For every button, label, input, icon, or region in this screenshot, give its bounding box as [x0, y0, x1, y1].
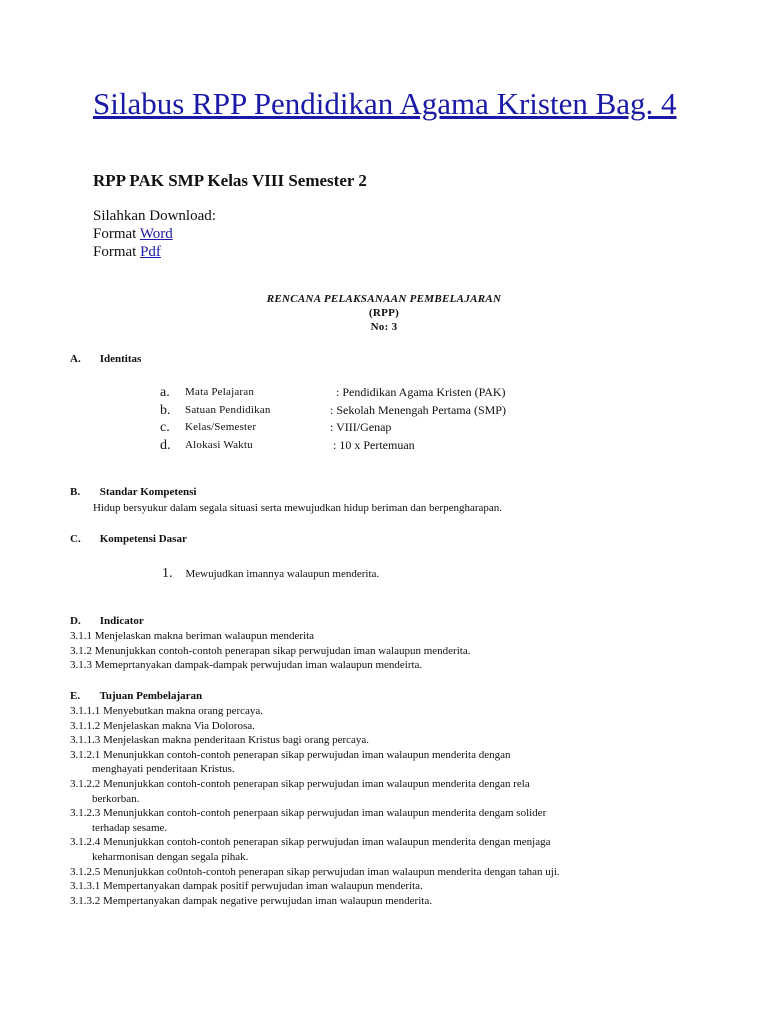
list-item: 3.1.3 Memeprtanyakan dampak-dampak perwujudan iman walaupun mendeirta.	[70, 659, 423, 672]
list-item-continuation: menghayati penderitaan Kristus.	[92, 763, 235, 776]
format-label: Format	[93, 244, 137, 260]
identitas-list	[160, 384, 506, 454]
list-item: c. Kelas/Semester : VIII/Genap	[160, 420, 392, 435]
kompetensi-dasar-item: 1. Mewujudkan imannya walaupun menderita.	[162, 566, 380, 581]
section-a-heading: A. Identitas	[70, 353, 142, 365]
section-b-heading: B. Standar Kompetensi	[70, 486, 197, 498]
list-item-continuation: berkorban.	[92, 792, 140, 805]
download-intro: Silahkan Download:	[93, 208, 216, 224]
doc-heading-number: No: 3	[370, 321, 398, 333]
list-item: 3.1.2.2 Menunjukkan contoh-contoh penerapan sikap perwujudan iman walaupun menderita dengan rela	[70, 777, 530, 790]
list-item: 3.1.1 Menjelaskan makna beriman walaupun menderita	[70, 630, 315, 642]
list-item: b. Satuan Pendidikan : Sekolah Menengah Pertama (SMP)	[160, 402, 506, 418]
format-label: Format	[93, 226, 137, 242]
list-item: a. Mata Pelajaran : Pendidikan Agama Kristen (PAK)	[160, 385, 506, 400]
section-c-heading: C. Kompetensi Dasar	[70, 533, 187, 545]
post-subtitle: RPP PAK SMP Kelas VIII Semester 2	[93, 171, 367, 190]
pdf-download-link[interactable]: Pdf	[140, 244, 161, 260]
list-item: 3.1.3.2 Mempertanyakan dampak negative perwujudan iman walaupun menderita.	[70, 894, 432, 907]
section-b-text: Hidup bersyukur dalam segala situasi serta mewujudkan hidup beriman dan berpengharapan.	[93, 502, 503, 514]
doc-heading-rpp: (RPP)	[368, 307, 400, 319]
section-e-heading: E. Tujuan Pembelajaran	[70, 690, 203, 702]
list-item: 3.1.2.4 Menunjukkan contoh-contoh penerapan sikap perwujudan iman walaupun menderita dengan menjaga	[70, 836, 551, 849]
list-item: 3.1.2.1 Menunjukkan contoh-contoh penerapan sikap perwujudan iman walaupun menderita dengan	[70, 748, 511, 761]
section-d-heading: D. Indicator	[70, 615, 144, 627]
indicator-list	[70, 629, 470, 673]
doc-heading: RENCANA PELAKSANAAN PEMBELAJARAN	[266, 293, 502, 305]
list-item-continuation: keharmonisan dengan segala pihak.	[92, 850, 249, 863]
list-item: 3.1.2.5 Menunjukkan co0ntoh-contoh penerapan sikap perwujudan iman walaupun menderita dengan tahan uji.	[70, 865, 560, 878]
list-item: 3.1.2.3 Menunjukkan contoh-contoh penerpaan sikap perwujudan iman walaupun menderita dengam solider	[70, 807, 547, 820]
title-link[interactable]: Silabus RPP Pendidikan Agama Kristen Bag. 4	[93, 86, 677, 121]
tujuan-list	[70, 704, 560, 908]
list-item: 3.1.3.1 Mempertanyakan dampak positif perwujudan iman walaupun menderita.	[70, 880, 423, 893]
word-download-link[interactable]: Word	[139, 226, 173, 242]
list-item: 3.1.1.2 Menjelaskan makna Via Dolorosa.	[70, 719, 255, 732]
list-item-continuation: terhadap sesame.	[92, 821, 168, 834]
list-item: d. Alokasi Waktu : 10 x Pertemuan	[160, 437, 415, 453]
list-item: 3.1.1.1 Menyebutkan makna orang percaya.	[70, 705, 264, 717]
list-item: 3.1.1.3 Menjelaskan makna penderitaan Kristus bagi orang percaya.	[70, 734, 370, 747]
list-item: 3.1.2 Menunjukkan contoh-contoh penerapan sikap perwujudan iman walaupun menderita.	[70, 644, 471, 657]
